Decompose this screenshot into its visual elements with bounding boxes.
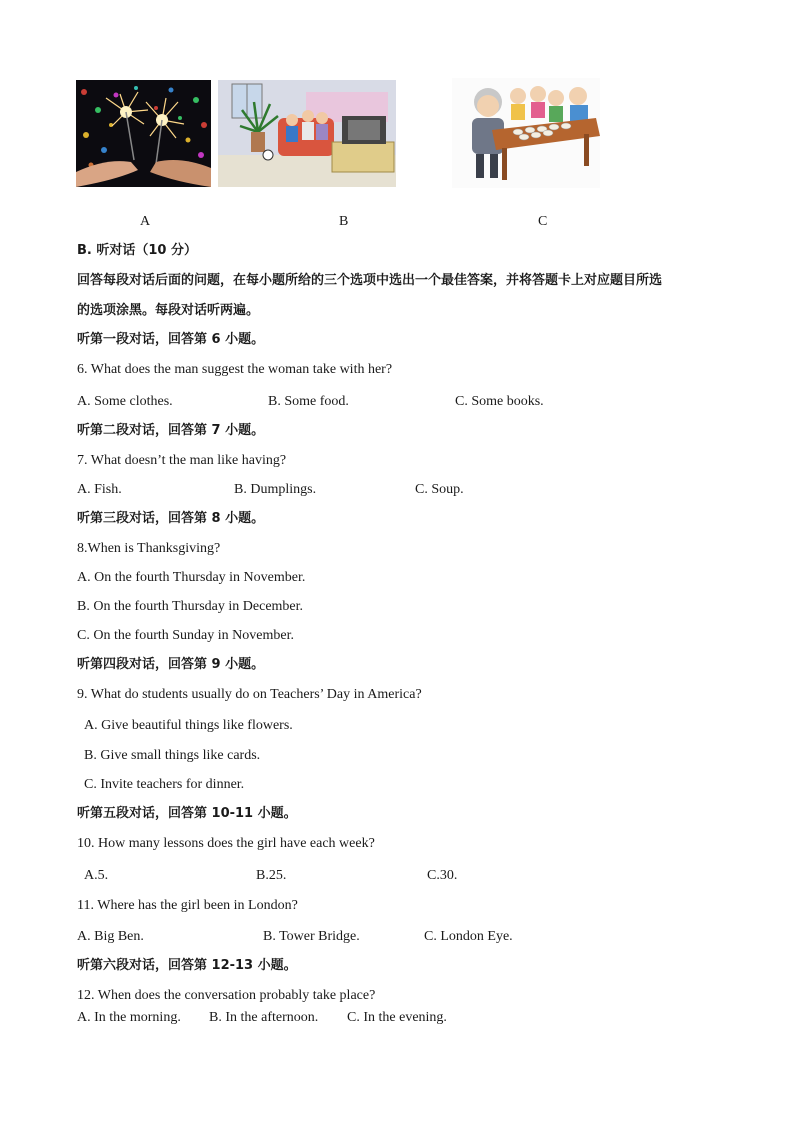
section-b-instruction-line2: 的选项涂黑。每段对话听两遍。 [77,303,260,318]
question-11-option-b: B. Tower Bridge. [263,929,360,944]
image-a-label: A [140,214,151,229]
question-6: 6. What does the man suggest the woman take with her? [77,362,393,377]
question-10-option-a: A.5. [84,868,109,883]
image-c-label: C [538,214,548,229]
image-a-sparklers [76,80,211,187]
question-8-option-b: B. On the fourth Thursday in December. [77,599,304,614]
question-7-option-a: A. Fish. [77,482,122,497]
dialogue-3-header: 听第三段对话，回答第 8 小题。 [77,511,265,526]
question-9-option-b: B. Give small things like cards. [84,748,261,763]
dialogue-6-header: 听第六段对话，回答第 12-13 小题。 [77,958,297,973]
question-6-option-b: B. Some food. [268,394,349,409]
question-9-option-a: A. Give beautiful things like flowers. [84,718,293,733]
question-11: 11. Where has the girl been in London? [77,898,298,913]
question-12: 12. When does the conversation probably take place? [77,988,376,1003]
image-c-family-dumplings [452,78,600,188]
question-9-option-c: C. Invite teachers for dinner. [84,777,245,792]
question-12-option-a: A. In the morning. [77,1010,181,1025]
question-10: 10. How many lessons does the girl have each week? [77,836,375,851]
sparklers-illustration [76,80,211,187]
question-10-option-c: C.30. [427,868,458,883]
dialogue-2-header: 听第二段对话，回答第 7 小题。 [77,423,265,438]
dialogue-5-header: 听第五段对话，回答第 10-11 小题。 [77,806,297,821]
section-b-title: B. 听对话（10 分） [77,243,197,258]
dialogue-4-header: 听第四段对话，回答第 9 小题。 [77,657,265,672]
question-7: 7. What doesn’t the man like having? [77,453,287,468]
dumplings-illustration [452,78,600,188]
question-9: 9. What do students usually do on Teachers’ Day in America? [77,687,422,702]
image-b-label: B [339,214,349,229]
question-6-option-a: A. Some clothes. [77,394,173,409]
question-7-option-c: C. Soup. [415,482,464,497]
question-10-option-b: B.25. [256,868,287,883]
image-b-family-watching-tv [218,80,396,187]
dialogue-1-header: 听第一段对话，回答第 6 小题。 [77,332,265,347]
question-12-option-c: C. In the evening. [347,1010,447,1025]
living-room-illustration [218,80,396,187]
question-6-option-c: C. Some books. [455,394,544,409]
question-8-option-c: C. On the fourth Sunday in November. [77,628,294,643]
question-7-option-b: B. Dumplings. [234,482,317,497]
question-11-option-c: C. London Eye. [424,929,513,944]
section-b-instruction-line1: 回答每段对话后面的问题，在每小题所给的三个选项中选出一个最佳答案，并将答题卡上对应题目所选 [77,273,663,288]
question-11-option-a: A. Big Ben. [77,929,144,944]
question-12-option-b: B. In the afternoon. [209,1010,319,1025]
question-8: 8.When is Thanksgiving? [77,541,221,556]
question-8-option-a: A. On the fourth Thursday in November. [77,570,306,585]
